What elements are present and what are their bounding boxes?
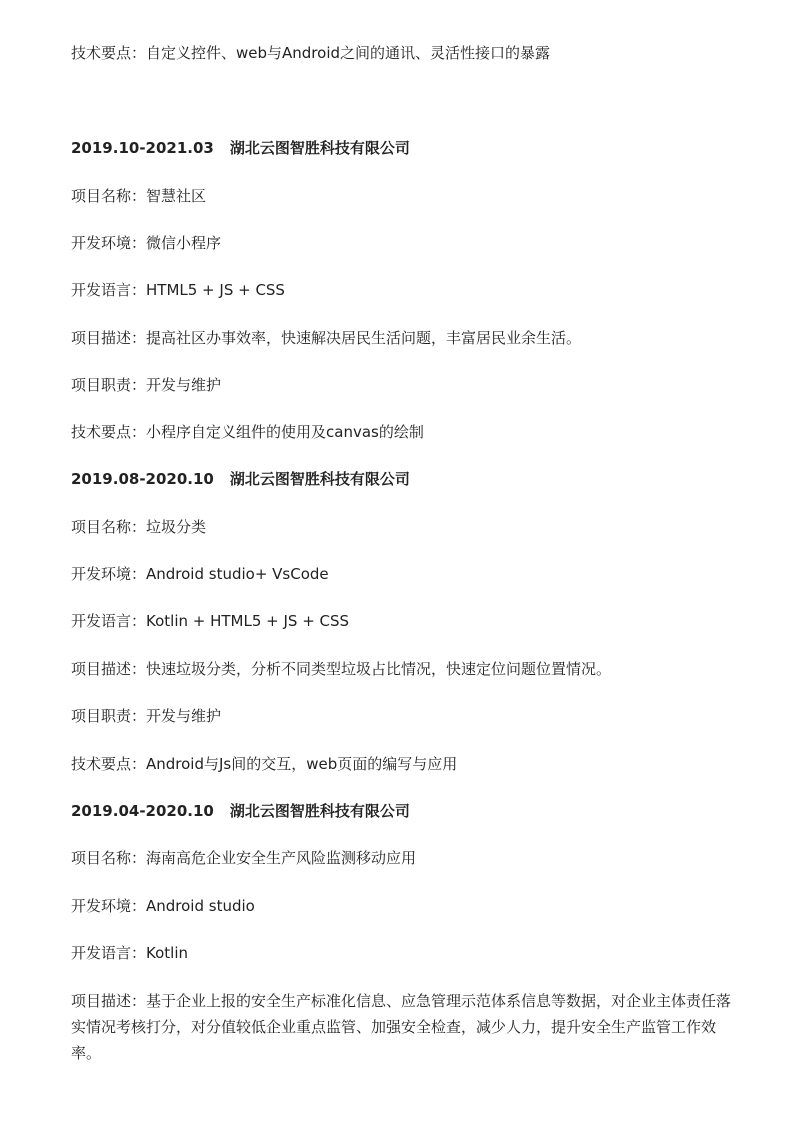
project-date: 2019.08-2020.10 xyxy=(71,470,214,488)
company-name: 湖北云图智胜科技有限公司 xyxy=(229,802,410,820)
project-desc: 项目描述：提高社区办事效率，快速解决居民生活问题，丰富居民业余生活。 xyxy=(71,329,582,347)
project-tech: 技术要点：Android与Js间的交互，web页面的编写与应用 xyxy=(71,755,458,773)
project-env: 开发环境：微信小程序 xyxy=(71,234,222,252)
project-heading xyxy=(71,801,731,821)
project-env: 开发环境：Android studio xyxy=(71,897,255,915)
project-duty: 项目职责：开发与维护 xyxy=(71,707,222,725)
tech-points-text: 技术要点：自定义控件、web与Android之间的通讯、灵活性接口的暴露 xyxy=(71,44,551,62)
project-env: 开发环境：Android studio+ VsCode xyxy=(71,565,329,583)
company-name: 湖北云图智胜科技有限公司 xyxy=(229,470,410,488)
project-name: 项目名称：垃圾分类 xyxy=(71,518,207,536)
project-lang: 开发语言：Kotlin xyxy=(71,944,188,962)
project-date: 2019.10-2021.03 xyxy=(71,139,214,157)
project-lang: 开发语言：Kotlin + HTML5 + JS + CSS xyxy=(71,612,350,630)
company-name: 湖北云图智胜科技有限公司 xyxy=(229,139,410,157)
project-name: 项目名称：海南高危企业安全生产风险监测移动应用 xyxy=(71,849,417,867)
project-heading xyxy=(71,469,731,489)
project-duty: 项目职责：开发与维护 xyxy=(71,376,222,394)
project-desc: 项目描述：快速垃圾分类，分析不同类型垃圾占比情况，快速定位问题位置情况。 xyxy=(71,660,612,678)
project-lang: 开发语言：HTML5 + JS + CSS xyxy=(71,281,285,299)
project-date: 2019.04-2020.10 xyxy=(71,802,214,820)
project-desc: 项目描述：基于企业上报的安全生产标准化信息、应急管理示范体系信息等数据，对企业主体责任落实情况考核打分，对分值较低企业重点监管、加强安全检查，减少人力，提升安全生产监管工作效率。 xyxy=(71,992,732,1062)
project-tech: 技术要点：小程序自定义组件的使用及canvas的绘制 xyxy=(71,423,424,441)
project-heading xyxy=(71,138,731,158)
project-name: 项目名称：智慧社区 xyxy=(71,187,207,205)
